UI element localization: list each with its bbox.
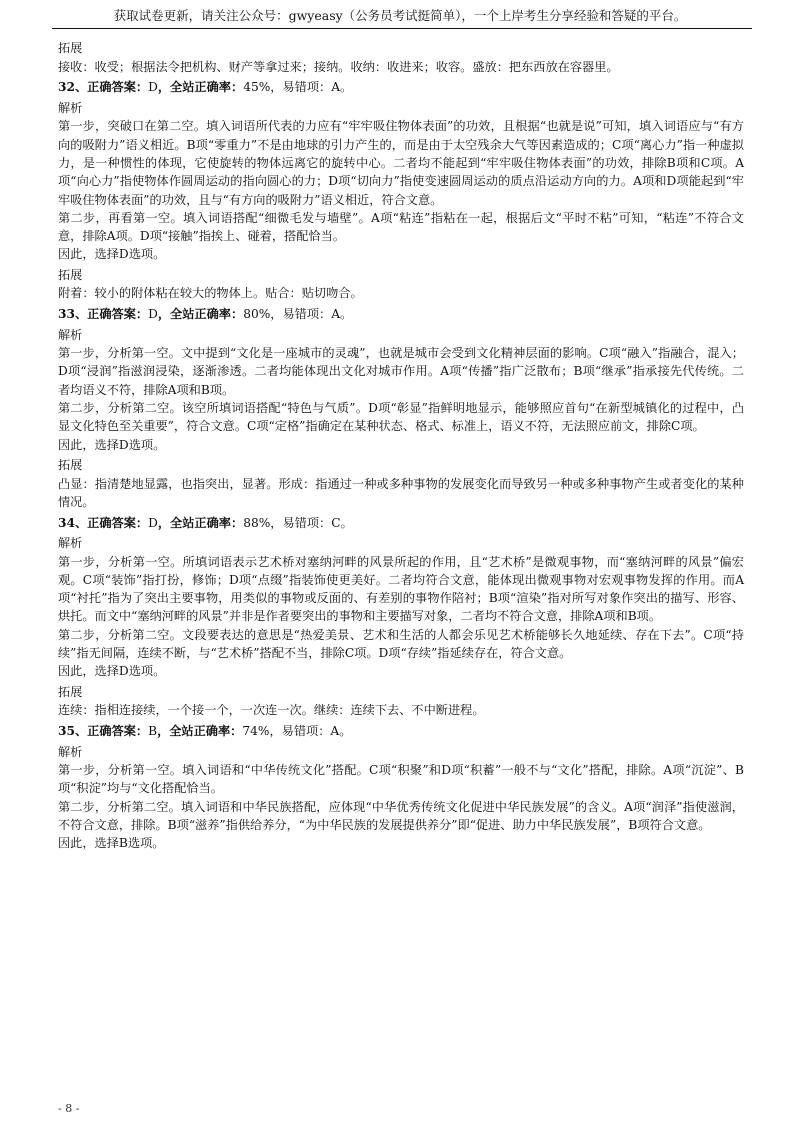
section-label: 拓展 <box>58 41 83 56</box>
section-label: 解析 <box>58 536 83 551</box>
accuracy-value: 74% <box>242 723 270 738</box>
answer-label: 34、正确答案： <box>58 515 149 530</box>
page-content <box>58 37 744 852</box>
paragraph: 第一步，分析第一空。填入词语和“中华传统文化”搭配。C项“积聚”和D项“积蓄”一般不与“文化”搭配，排除。A项“沉淀”、B 项“积淀”均与“文化搭配恰当。 <box>58 762 744 796</box>
paragraph: 连续：指相连接续，一个接一个，一次连一次。继续：连续下去、不中断进程。 <box>58 703 485 718</box>
accuracy-label: ，全站正确率： <box>157 723 243 738</box>
section-label: 解析 <box>58 327 83 342</box>
page-number: - 8 - <box>58 1102 80 1115</box>
answer-label: 32、正确答案： <box>58 80 149 95</box>
common-error: ，易错项：C。 <box>270 515 353 530</box>
question-answer-line <box>58 78 744 96</box>
section-label: 拓展 <box>58 685 83 699</box>
answer-value: B <box>148 723 158 738</box>
accuracy-value: 80% <box>243 307 271 322</box>
accuracy-value: 88% <box>243 515 271 530</box>
accuracy-label: ，全站正确率： <box>157 515 244 530</box>
accuracy-label: ，全站正确率： <box>157 80 244 95</box>
answer-value: D <box>148 307 158 322</box>
paragraph: 因此，选择B选项。 <box>58 836 165 851</box>
paragraph: 第二步，分析第二空。该空所填词语搭配“特色与气质”。D项“彰显”指鲜明地显示，能够照应首句“在新型城镇化的过程中，凸显文化特色至关重要”，符合文意。C项“定格”指确定在某种状态、格式、标准上，语义不符，无法照应前文，排除C项。 <box>58 400 744 434</box>
paragraph: 因此，选择D选项。 <box>58 437 166 452</box>
paragraph: 第一步，分析第一空。文中提到“文化是一座城市的灵魂”，也就是城市会受到文化精神层面的影响。C项“融入”指融合，混入；D项“浸润”指滋润浸染，逐渐渗透。二者均能体现出文化对城市作用。A项“传播”指广泛散布；B项“继承”指承接先代传统。二者均语义不符，排除A项和B项。 <box>58 346 744 397</box>
accuracy-value: 45% <box>243 80 271 95</box>
common-error: ，易错项：A。 <box>269 723 352 738</box>
section-label: 拓展 <box>58 268 83 283</box>
paragraph: 因此，选择D选项。 <box>58 664 166 679</box>
paragraph: 凸显：指清楚地显露，也指突出，显著。形成：指通过一种或多种事物的发展变化而导致另一种或多种事物产生或者变化的某种情况。 <box>58 476 744 509</box>
common-error: ，易错项：A。 <box>270 307 353 322</box>
paragraph: 第二步，分析第二空。文段要表达的意思是“热爱美景、艺术和生活的人都会乐见艺术桥能够长久地延续、存在下去”。C项“持续”指无间隔，连续不断，与“艺术桥”搭配不当，排除C项。D项“存续”指延续存在，符合文意。 <box>58 627 744 661</box>
paragraph: 因此，选择D选项。 <box>58 247 166 262</box>
page-header: 获取试卷更新，请关注公众号：gwyeasy（公务员考试挺简单），一个上岸考生分享经验和答疑的平台。 <box>113 8 687 23</box>
accuracy-label: ，全站正确率： <box>157 307 244 322</box>
answer-value: D <box>148 515 158 530</box>
common-error: ，易错项：A。 <box>270 80 353 95</box>
question-answer-line <box>58 305 744 323</box>
section-label: 解析 <box>58 101 83 116</box>
paragraph: 接收：收受；根据法令把机构、财产等拿过来；接纳。收纳：收进来；收容。盛放：把东西放在容器里。 <box>58 59 619 74</box>
section-label: 解析 <box>58 744 83 759</box>
question-answer-line <box>58 514 744 532</box>
header-divider <box>52 28 752 29</box>
paragraph: 第一步，分析第一空。所填词语表示艺术桥对塞纳河畔的风景所起的作用，且“艺术桥”是微观事物，而“塞纳河畔的风景”偏宏观。C项“装饰”指打扮，修饰；D项“点缀”指装饰使更美好。二者均符合文意，能体现出微观事物对宏观事物发挥的作用。而A项“衬托”指为了突出主要事物，用类似的事物或反面的、有差别的事物作陪衬；B项“渲染”指对所写对象作突出的描写、形容、烘托。而文中“塞纳河畔的风景”并非是作者要突出的事物和主要描写对象，二者均不符合文意，排除A项和B项。 <box>58 554 744 624</box>
paragraph: 附着：较小的附体粘在较大的物体上。贴合：贴切吻合。 <box>58 286 363 301</box>
answer-value: D <box>148 80 158 95</box>
question-answer-line <box>58 722 744 740</box>
paragraph: 第二步，再看第一空。填入词语搭配“细微毛发与墙壁”。A项“粘连”指粘在一起，根据后文“平时不粘”可知，“粘连”不符合文意，排除A项。D项“接触”指挨上、碰着，搭配恰当。 <box>58 210 744 244</box>
section-label: 拓展 <box>58 458 83 473</box>
answer-label: 33、正确答案： <box>58 307 149 322</box>
paragraph: 第一步，突破口在第二空。填入词语所代表的力应有“牢牢吸住物体表面”的功效，且根据“也就是说”可知，填入词语应与“有方向的吸附力”语义相近。B项“零重力”不是由地球的引力产生的，而是由于太空残余大气等因素造成的；C项“离心力”指一种虚拟力，是一种惯性的体现，它使旋转的物体远离它的旋转中心。二者均不能起到“牢牢吸住物体表面”的功效，排除B项和C项。A项“向心力”指使物体作圆周运动的指向圆心的力；D项“切向力”指使变速圆周运动的质点沿运动方向的力。A项和D项能起到“牢牢吸住物体表面”的功效，且与“有方向的吸附力”语义相近，符合文意。 <box>58 119 744 207</box>
answer-label: 35、正确答案： <box>58 723 149 738</box>
paragraph: 第二步，分析第二空。填入词语和中华民族搭配，应体现“中华优秀传统文化促进中华民族发展”的含义。A项“润泽”指使滋润，不符合文意，排除。B项“滋养”指供给养分，“为中华民族的发展提供养分”即“促进、助力中华民族发展”，B项符合文意。 <box>58 799 744 832</box>
